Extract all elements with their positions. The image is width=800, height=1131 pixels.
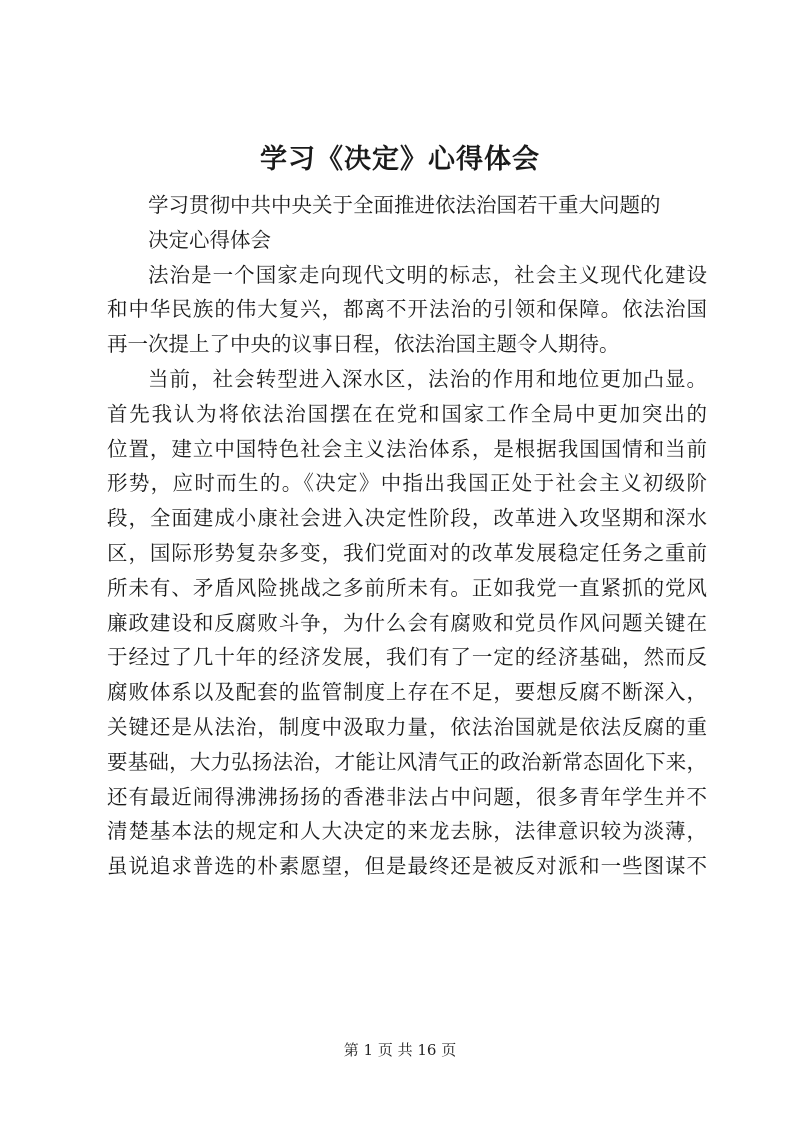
text-line: 于经过了几十年的经济发展，我们有了一定的经济基础，然而反 [107, 645, 707, 670]
text-line: 位置，建立中国特色社会主义法治体系，是根据我国国情和当前 [107, 436, 707, 461]
text-line: 要基础，大力弘扬法治，才能让风清气正的政治新常态固化下来， [107, 749, 707, 774]
text-line: 腐败体系以及配套的监管制度上存在不足，要想反腐不断深入， [107, 680, 707, 705]
document-title: 学习《决定》心得体会 [260, 144, 540, 175]
text-line: 再一次提上了中央的议事日程，依法治国主题令人期待。 [107, 332, 620, 357]
text-line: 关键还是从法治，制度中汲取力量，依法治国就是依法反腐的重 [107, 714, 707, 739]
text-line: 还有最近闹得沸沸扬扬的香港非法占中问题，很多青年学生并不 [107, 784, 707, 809]
text-line: 段，全面建成小康社会进入决定性阶段，改革进入攻坚期和深水 [107, 506, 707, 531]
text-line: 当前，社会转型进入深水区，法治的作用和地位更加凸显。 [148, 366, 707, 391]
document-body [107, 188, 707, 884]
text-line: 学习贯彻中共中央关于全面推进依法治国若干重大问题的 [148, 193, 661, 217]
text-line: 廉政建设和反腐败斗争，为什么会有腐败和党员作风问题关键在 [107, 610, 707, 635]
text-line: 所未有、矛盾风险挑战之多前所未有。正如我党一直紧抓的党风 [107, 575, 707, 600]
text-line: 区，国际形势复杂多变，我们党面对的改革发展稳定任务之重前 [107, 540, 707, 565]
text-line: 虽说追求普选的朴素愿望，但是最终还是被反对派和一些图谋不 [107, 854, 707, 879]
text-line: 清楚基本法的规定和人大决定的来龙去脉，法律意识较为淡薄， [107, 819, 707, 844]
page-footer: 第 1 页 共 16 页 [343, 1041, 457, 1059]
text-line: 决定心得体会 [148, 227, 271, 252]
text-line: 和中华民族的伟大复兴，都离不开法治的引领和保障。依法治国 [107, 297, 707, 322]
text-line: 形势，应时而生的。《决定》中指出我国正处于社会主义初级阶 [107, 471, 707, 496]
text-line: 首先我认为将依法治国摆在在党和国家工作全局中更加突出的 [107, 401, 707, 426]
text-line: 法治是一个国家走向现代文明的标志，社会主义现代化建设 [148, 262, 707, 287]
